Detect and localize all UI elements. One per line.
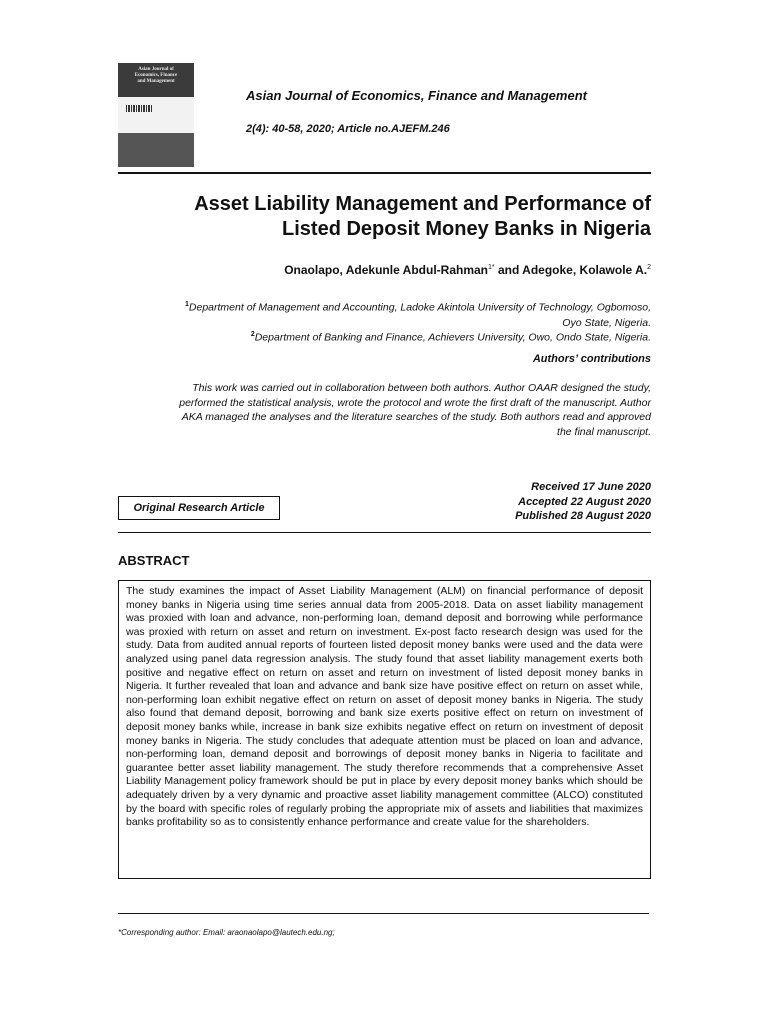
section-divider <box>118 532 651 533</box>
publication-dates <box>400 480 651 524</box>
author-list <box>118 263 651 277</box>
affiliation-1-line-2: Oyo State, Nigeria. <box>562 316 651 329</box>
contributions-line: the final manuscript. <box>557 425 651 438</box>
abstract-heading: ABSTRACT <box>118 553 190 568</box>
cover-footer <box>118 133 194 167</box>
title-line-2: Listed Deposit Money Banks in Nigeria <box>282 218 651 240</box>
published-date: Published 28 August 2020 <box>515 510 651 522</box>
cover-title-line: and Management <box>137 79 175 84</box>
cover-title-line: Economics, Finance <box>134 73 178 78</box>
cover-middle <box>118 97 194 133</box>
author-1-sup: 1* <box>488 264 495 271</box>
author-2: and Adegoke, Kolawole A. <box>494 263 648 277</box>
cover-title-line: Asian Journal of <box>138 67 174 72</box>
journal-name: Asian Journal of Economics, Finance and Management <box>246 88 587 103</box>
journal-cover-thumbnail <box>118 63 194 167</box>
corresponding-author-footnote: *Corresponding author: Email: araonaolapo@lautech.edu.ng; <box>118 928 335 937</box>
header-divider <box>118 172 651 174</box>
cover-title <box>118 63 194 97</box>
affiliation-2 <box>118 327 651 346</box>
affiliation-1-sup: 1 <box>185 301 189 308</box>
accepted-date: Accepted 22 August 2020 <box>518 495 651 508</box>
title-line-1: Asset Liability Management and Performance of <box>194 193 651 215</box>
footnote-divider <box>118 913 649 914</box>
barcode-icon <box>126 105 152 112</box>
abstract-text: The study examines the impact of Asset Liability Management (ALM) on financial performance of deposit money banks in Nigeria using time series annual data from 2005-2018. Data on asset liability management was proxied with loan and advance, non-performing loan, demand deposit and borrowing while performance was proxied with return on asset and return on investment. Ex-post facto research design was used for the study. Data from audited annual reports of fourteen listed deposit money banks were used and the data were analyzed using panel data regression analysis. The study found that asset liability management exerts both positive and negative effect on return on asset and return on investment of listed deposit money banks in Nigeria. It further revealed that loan and advance and bank size have positive effect on return on asset while, non-performing loan exhibit negative effect on return on asset of deposit money banks in Nigeria. The study also found that demand deposit, borrowing and bank size exerts positive effect on return on investment of deposit money banks while, increase in bank size exhibits negative effect on return on investment of deposit money banks in Nigeria. The study concludes that adequate attention must be placed on loan and advance, non-performing loan, demand deposit and borrowings of deposit money banks in Nigeria to facilitate and guarantee better asset liability management. The study therefore recommends that a comprehensive Asset Liability Management policy framework should be put in place by every deposit money banks which should be adequately driven by a very dynamic and proactive asset liability management committee (ALCO) constituted by the board with specific roles of regularly probing the appropriate mix of assets and liabilities that maximizes banks profitability so as to consistently enhance performance and create value for the shareholders. <box>126 585 643 829</box>
contributions-line: performed the statistical analysis, wrote the protocol and wrote the first draft of the manuscript. Author <box>179 396 651 409</box>
affiliation-1 <box>118 297 651 331</box>
abstract-box <box>118 580 651 879</box>
affiliation-1-line-1: Department of Management and Accounting, Ladoke Akintola University of Technology, Ogbomoso, <box>188 301 651 314</box>
contributions-text <box>118 381 651 439</box>
received-date: Received 17 June 2020 <box>531 481 651 493</box>
author-1: Onaolapo, Adekunle Abdul-Rahman <box>284 263 488 277</box>
affiliation-2-text: Department of Banking and Finance, Achievers University, Owo, Ondo State, Nigeria. <box>254 331 651 344</box>
affiliation-2-sup: 2 <box>250 331 255 338</box>
author-2-sup: 2 <box>647 264 651 271</box>
contributions-line: This work was carried out in collaboration between both authors. Author OAAR designed the study, <box>192 382 651 394</box>
journal-reference: 2(4): 40-58, 2020; Article no.AJEFM.246 <box>246 123 450 135</box>
contributions-line: AKA managed the analyses and the literature searches of the study. Both authors read and approved <box>181 411 651 423</box>
contributions-heading: Authors’ contributions <box>532 353 651 365</box>
article-type-badge: Original Research Article <box>118 496 280 520</box>
article-title <box>118 192 651 242</box>
